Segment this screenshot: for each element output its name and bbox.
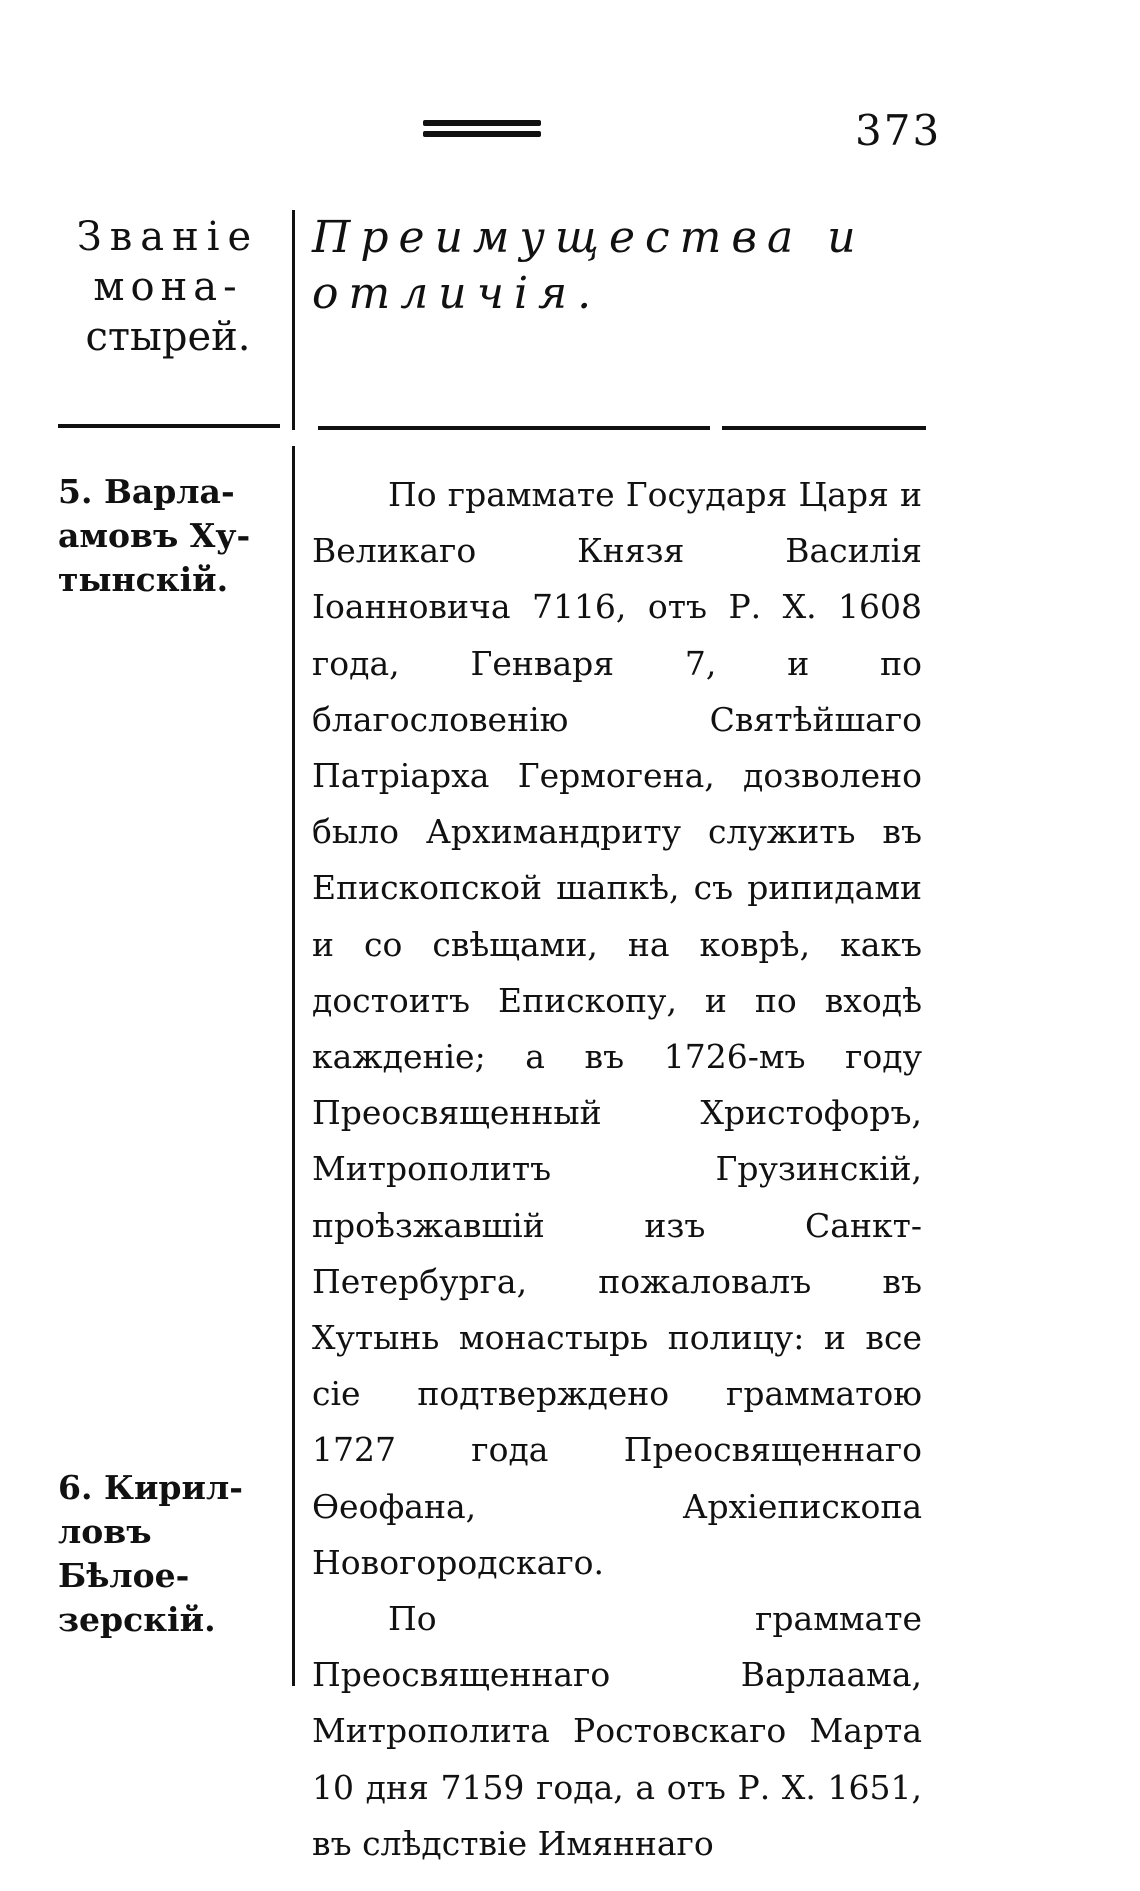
right-heading-line: Преимущества и <box>312 212 866 263</box>
margin-entry-line: ловъ Бѣлое- <box>58 1512 190 1595</box>
header-rule-right <box>722 426 926 430</box>
margin-entry-line: зерскій. <box>58 1600 216 1639</box>
left-column-heading <box>58 212 278 362</box>
margin-entry-line: тынскій. <box>58 560 229 599</box>
margin-entry-line: 5. Варла- <box>58 472 235 511</box>
left-heading-line: стырей. <box>85 314 251 360</box>
margin-entry-5 <box>58 470 268 602</box>
margin-entry-6 <box>58 1466 268 1642</box>
left-heading-line: мона- <box>93 264 243 310</box>
heading-column-divider <box>292 210 295 430</box>
header-rule-left <box>58 424 280 428</box>
right-heading-line: отличія. <box>312 268 602 319</box>
header-ornament <box>423 120 541 142</box>
paragraph: По граммате Государя Царя и Великаго Князя Василія Іоанновича 7116, отъ Р. Х. 1608 года, Генваря 7, и по благословенію Святѣйшаго Патріарха Гермогена, дозволено было Архимандриту служить въ Епископской шапкѣ, съ рипидами и со свѣщами, на коврѣ, какъ достоитъ Епископу, и по входѣ кажденіе; а въ 1726-мъ году Преосвященный Христофоръ, Митрополитъ Грузинскій, проѣзжавшій изъ Санкт-Петербурга, пожаловалъ въ Хутынь монастырь полицу: и все сіе подтверждено грамматою 1727 года Преосвященнаго Ѳеофана, Архіепископа Новогородскаго. <box>312 475 922 1582</box>
page-number: 373 <box>855 106 942 155</box>
margin-entry-line: 6. Кирил- <box>58 1468 243 1507</box>
header-rule-middle <box>318 426 710 430</box>
right-column-heading <box>312 210 932 322</box>
margin-entry-line: амовъ Ху- <box>58 516 251 555</box>
body-text <box>312 467 922 1872</box>
left-heading-line: Званіе <box>76 214 260 260</box>
body-column-divider <box>292 446 295 1686</box>
paragraph: По граммате Преосвященнаго Варлаама, Митрополита Ростовскаго Марта 10 дня 7159 года, а отъ Р. Х. 1651, въ слѣдствіе Имяннаго <box>312 1599 922 1863</box>
